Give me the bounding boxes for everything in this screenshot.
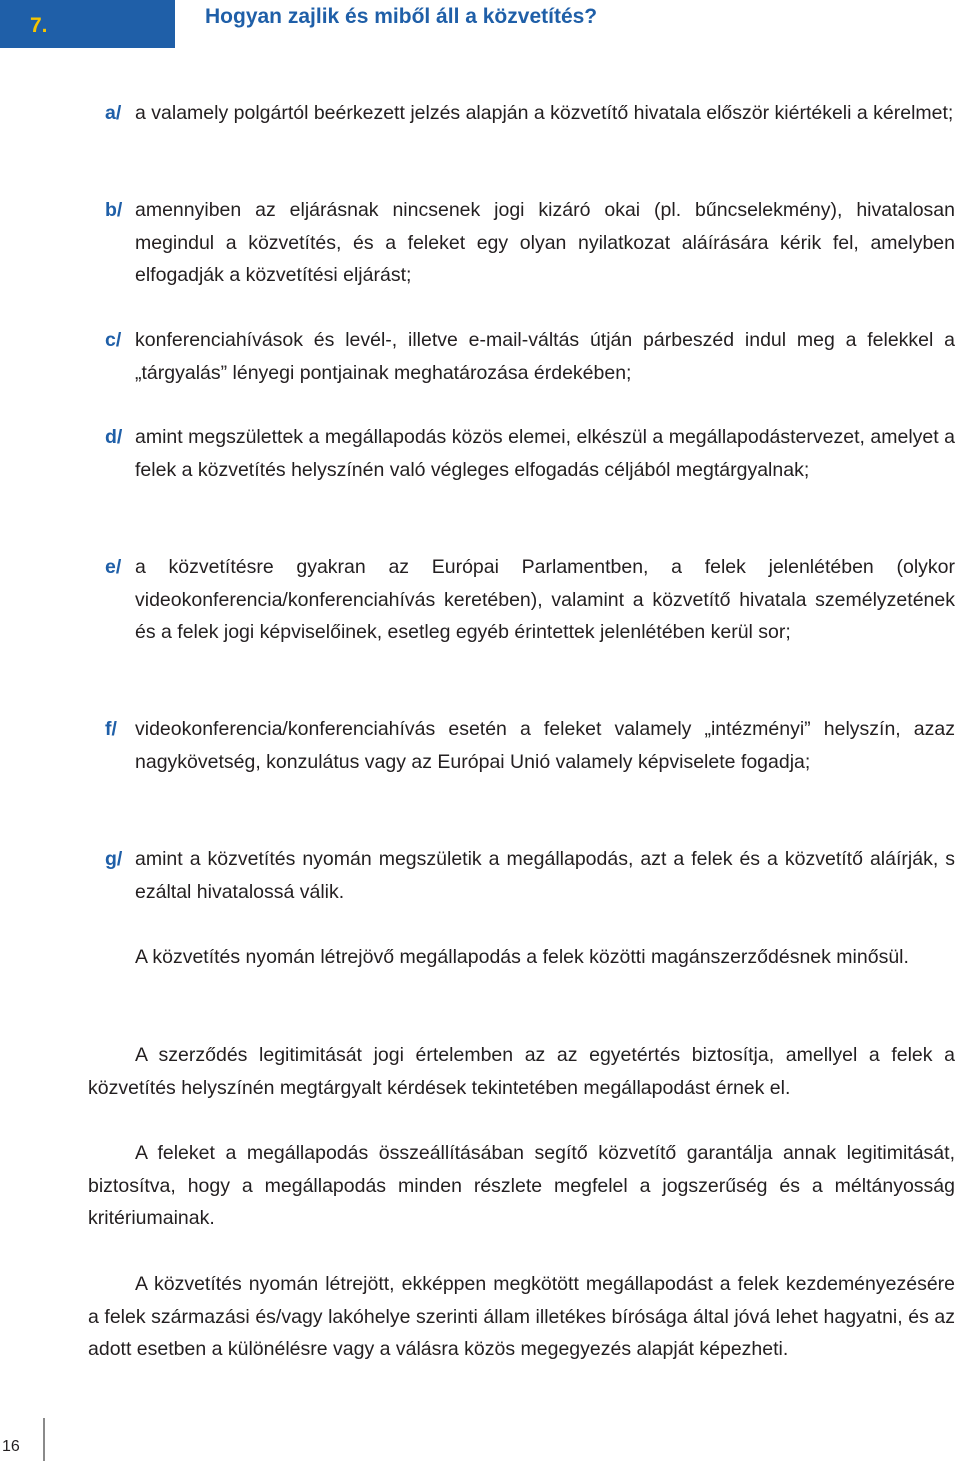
body-paragraph: A közvetítés nyomán létrejövő megállapodás a felek közötti magánszerződésnek minősül. <box>135 946 909 968</box>
section-number: 7. <box>30 14 48 37</box>
page-number: 16 <box>2 1438 20 1455</box>
list-item-g <box>105 843 955 908</box>
section-number-box <box>0 0 175 48</box>
list-item-text: a közvetítésre gyakran az Európai Parlamentben, a felek jelenlétében (olykor videokonferencia/konferenciahívás keretében), valamint a közvetítő hivatala személyzetének és a felek jogi képviselőinek, esetleg egyéb érintettek jelenlétében kerül sor; <box>135 556 955 643</box>
list-item-letter: b/ <box>105 199 123 221</box>
list-item-letter: g/ <box>105 848 123 870</box>
list-item-c <box>105 324 955 389</box>
list-item-b <box>105 194 955 292</box>
section-title: Hogyan zajlik és miből áll a közvetítés? <box>205 5 598 28</box>
list-item-letter: f/ <box>105 718 117 740</box>
list-item-text: amint megszülettek a megállapodás közös elemei, elkészül a megállapodástervezet, amelyet a felek a közvetítés helyszínén való végleges elfogadás céljából megtárgyalnak; <box>135 426 955 481</box>
list-item-text: konferenciahívások és levél-, illetve e-mail-váltás útján párbeszéd indul meg a felekkel a „tárgyalás” lényegi pontjainak meghatározása érdekében; <box>135 329 955 384</box>
list-item-text: amint a közvetítés nyomán megszületik a megállapodás, azt a felek és a közvetítő aláírják, s ezáltal hivatalossá válik. <box>135 848 955 903</box>
list-item-text: a valamely polgártól beérkezett jelzés alapján a közvetítő hivatala először kiértékeli a kérelmet; <box>135 102 954 124</box>
body-paragraph: A szerződés legitimitását jogi értelemben az az egyetértés biztosítja, amellyel a felek a közvetítés helyszínén megtárgyalt kérdések tekintetében megállapodást érnek el. <box>88 1044 955 1099</box>
list-item-letter: d/ <box>105 426 123 448</box>
page-number-divider <box>43 1418 45 1461</box>
list-item-d <box>105 421 955 486</box>
list-item-letter: e/ <box>105 556 122 578</box>
list-item-f <box>105 713 955 778</box>
body-paragraph: A feleket a megállapodás összeállításában segítő közvetítő garantálja annak legitimitását, biztosítva, hogy a megállapodás minden részlete megfelel a jogszerűség és a méltányosság kritériumainak. <box>88 1142 955 1229</box>
list-item-text: videokonferencia/konferenciahívás esetén a feleket valamely „intézményi” helyszín, azaz nagykövetség, konzulátus vagy az Európai Unió valamely képviselete fogadja; <box>135 718 955 773</box>
list-item-e <box>105 551 955 649</box>
list-item-text: amennyiben az eljárásnak nincsenek jogi kizáró okai (pl. bűncselekmény), hivatalosan megindul a közvetítés, és a feleket egy olyan nyilatkozat aláírására kérik fel, amelyben elfogadják a közvetítési eljárást; <box>135 199 955 286</box>
list-item-a <box>105 97 955 130</box>
body-paragraph: A közvetítés nyomán létrejött, ekképpen megkötött megállapodást a felek kezdeményezésére a felek származási és/vagy lakóhelye szerinti állam illetékes bírósága által jóvá lehet hagyatni, és az adott esetben a különélésre vagy a válásra közös megegyezés alapját képezheti. <box>88 1273 955 1360</box>
list-item-letter: a/ <box>105 102 122 124</box>
list-item-letter: c/ <box>105 329 122 351</box>
